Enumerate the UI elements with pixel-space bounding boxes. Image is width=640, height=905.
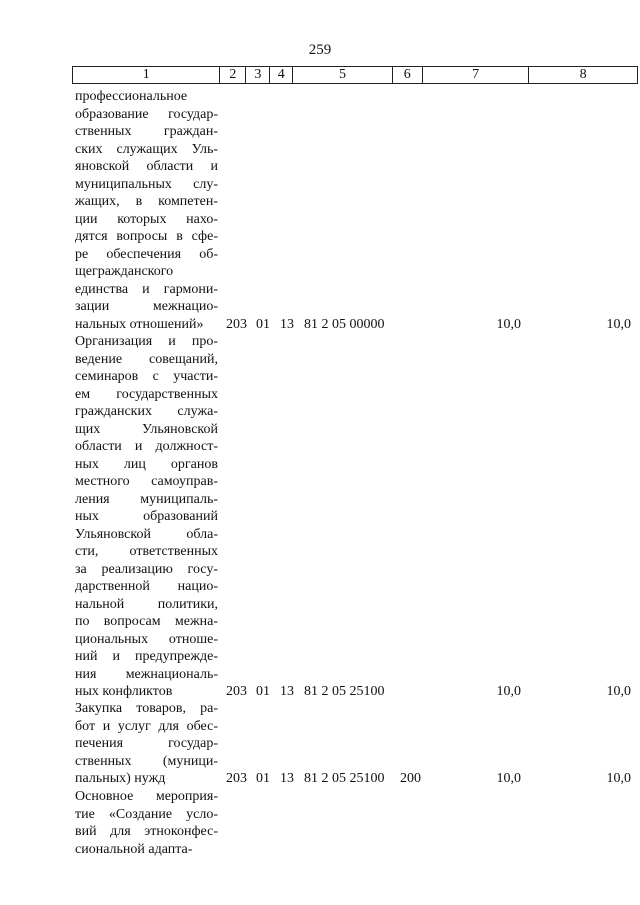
description-line: яновской области и [75,159,218,174]
cell-target-article-code: 81 2 05 25100 [304,684,385,699]
cell-subsection-code: 13 [280,771,294,786]
description-line: ных лиц органов [75,456,218,472]
cell-amount-col7: 10,0 [496,316,521,332]
cell-amount-col7: 10,0 [496,684,521,699]
header-col-1: 1 [73,67,220,83]
description-line: пальных) нужд [75,771,166,786]
cell-section-code: 01 [256,684,270,699]
header-col-6: 6 [393,67,423,83]
description-line: циональных отноше- [75,631,218,647]
header-col-8: 8 [579,67,587,82]
row-description [75,88,218,333]
description-line: ем государственных [75,386,218,402]
header-col-5: 5 [293,67,393,83]
description-line: тие «Создание усло- [75,806,218,822]
description-line: сиональной адапта- [75,841,193,857]
description-line: за реализацию госу- [75,561,218,577]
header-col-2: 2 [220,67,246,83]
description-line: Закупка товаров, ра- [75,701,218,716]
description-line: ции которых нахо- [75,211,218,227]
description-line: по вопросам межна- [75,614,218,629]
description-line: ведение совещаний, [75,351,218,367]
cell-amount-col8: 10,0 [606,316,631,332]
cell-ved-code: 203 [226,771,247,786]
description-line: ских служащих Уль- [75,141,218,157]
cell-subsection-code: 13 [280,316,294,332]
description-line: нальных отношений» [75,316,204,332]
description-line: нальной политики, [75,596,218,612]
description-line: области и должност- [75,439,218,454]
table-header-row [72,66,638,84]
cell-ved-code: 203 [226,684,247,699]
description-line: щих Ульяновской [75,421,218,437]
cell-ved-code: 203 [226,316,247,332]
description-line: Основное мероприя- [75,789,218,804]
cell-expense-type-code: 200 [400,771,421,786]
cell-target-article-code: 81 2 05 00000 [304,316,385,332]
row-description [75,700,218,788]
header-col-7: 7 [423,67,530,83]
description-line: жащих, в компетен- [75,194,218,209]
description-line: ственных (муници- [75,753,218,769]
header-col-3: 3 [246,67,270,83]
description-line: единства и гармони- [75,281,218,297]
description-line: печения государ- [75,736,218,751]
description-line: ре обеспечения об- [75,246,218,262]
row-description [75,788,218,858]
description-line: сти, ответственных [75,544,218,559]
page-number: 259 [308,42,332,58]
cell-section-code: 01 [256,771,270,786]
description-line: вий для этноконфес- [75,824,218,839]
description-line: образование государ- [75,106,218,122]
description-line: дятся вопросы в сфе- [75,229,218,244]
description-line: ления муниципаль- [75,491,218,507]
description-line: бот и услуг для обес- [75,718,218,734]
description-line: профессиональное [75,89,188,104]
description-line: ний и предупрежде- [75,649,218,664]
description-line: ных конфликтов [75,684,173,699]
cell-subsection-code: 13 [280,684,294,699]
description-line: местного самоуправ- [75,474,218,489]
description-line: щегражданского [75,264,174,279]
description-line: Ульяновской обла- [75,526,218,542]
description-line: ния межнациональ- [75,666,218,682]
row-description [75,333,218,701]
description-line: семинаров с участи- [75,369,218,384]
description-line: ственных граждан- [75,124,218,139]
description-line: муниципальных слу- [75,176,218,192]
description-line: гражданских служа- [75,404,218,419]
description-line: дарственной нацио- [75,579,218,594]
cell-section-code: 01 [256,316,270,332]
description-line: Организация и про- [75,334,218,349]
cell-target-article-code: 81 2 05 25100 [304,771,385,786]
description-line: зации межнацио- [75,299,218,314]
cell-amount-col8: 10,0 [606,771,631,786]
description-line: ных образований [75,509,218,524]
cell-amount-col8: 10,0 [606,684,631,699]
cell-amount-col7: 10,0 [496,771,521,786]
header-col-4: 4 [270,67,293,83]
